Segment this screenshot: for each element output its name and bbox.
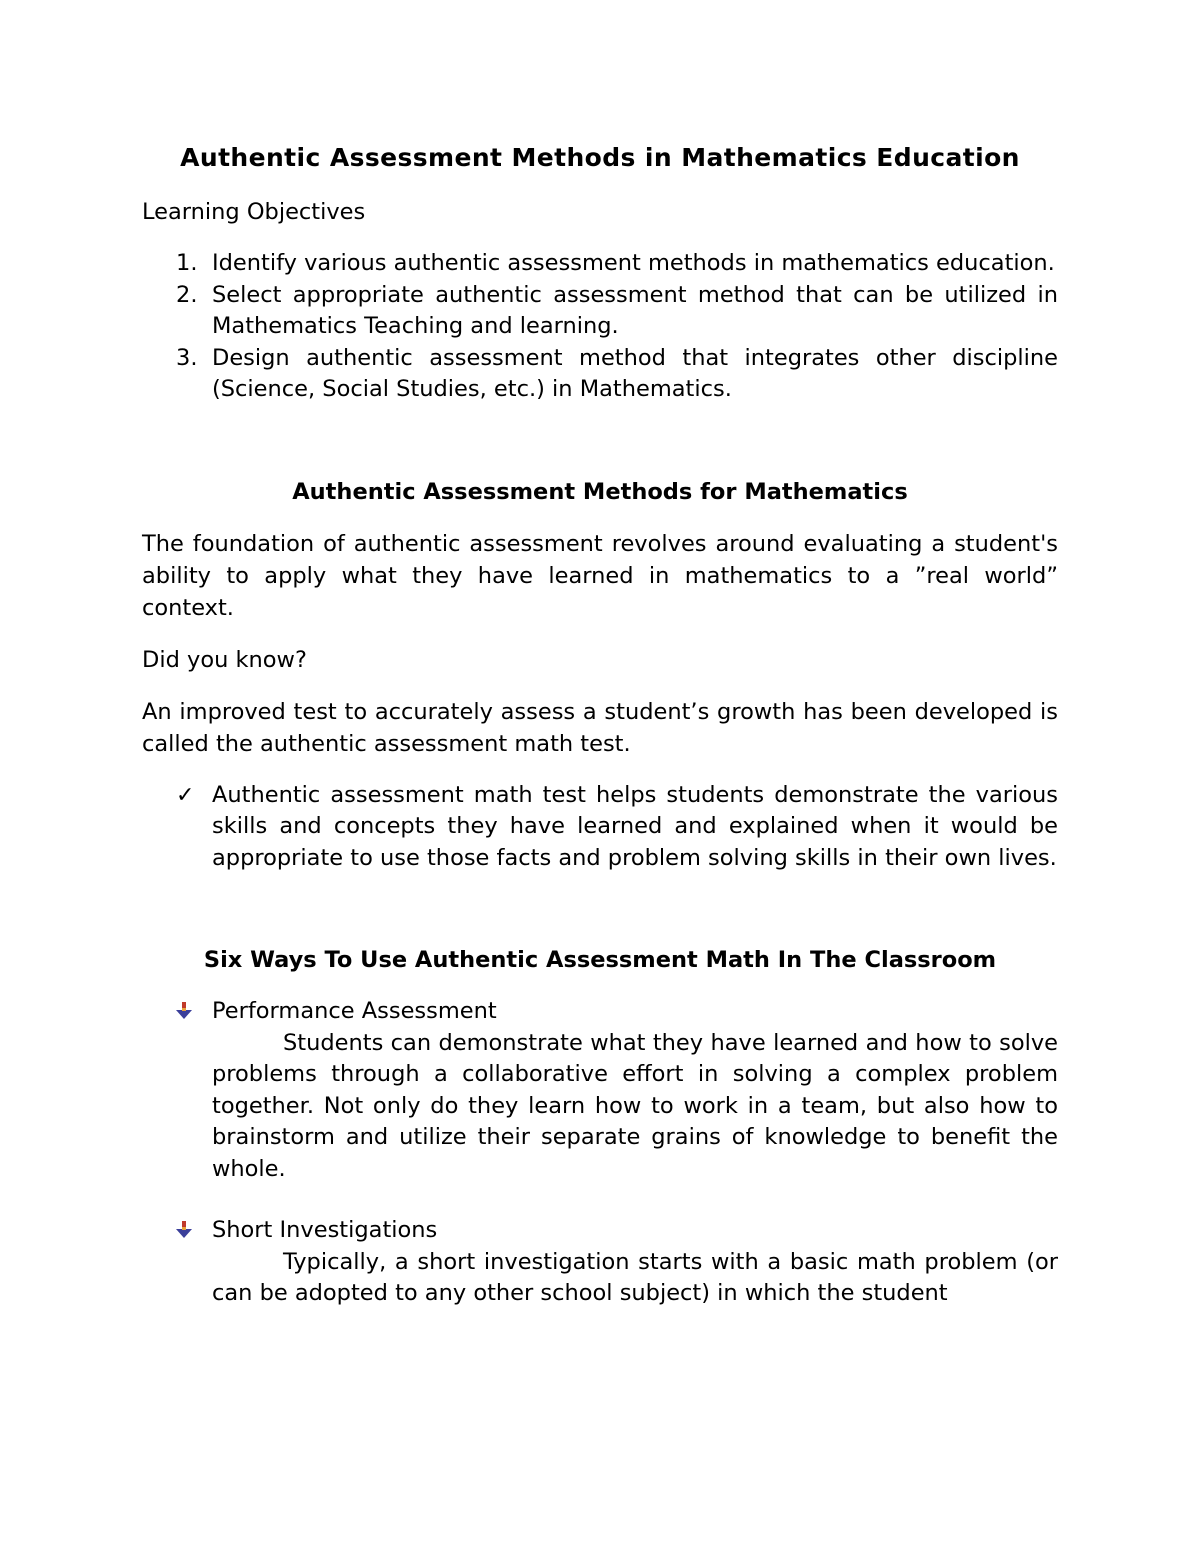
objective-number: 3. [176,344,198,371]
foundation-paragraph: The foundation of authentic assessment revolves around evaluating a student's ability to apply what they have learned in mathematics to a ”real world” context. [142,530,1058,621]
check-item-text: Authentic assessment math test helps students demonstrate the various skills and concepts they have learned and explained when it would be appropriate to use those facts and problem solving skills in their own lives. [212,781,1058,871]
arrow-down-bullet-icon [176,996,200,1028]
objective-text: Identify various authentic assessment methods in mathematics education. [212,250,1055,276]
did-you-know-label: Did you know? [142,646,307,673]
method-title: Performance Assessment [212,998,497,1024]
objective-number: 1. [176,250,198,276]
improved-test-paragraph: An improved test to accurately assess a student’s growth has been developed is called the authentic assessment math test. [142,698,1058,757]
objective-item [142,248,1058,280]
document-title: Authentic Assessment Methods in Mathematics Education [180,143,1020,172]
method-list-item [142,1215,1058,1310]
objective-text: Design authentic assessment method that integrates other discipline (Science, Social Studies, etc.) in Mathematics. [212,344,1058,402]
arrow-down-bullet-icon [176,1215,200,1247]
objectives-list [142,248,1058,406]
section-heading-methods: Authentic Assessment Methods for Mathematics [292,478,908,505]
method-body: Typically, a short investigation starts with a basic math problem (or can be adopted to any other school subject) in which the student [212,1248,1058,1306]
objective-item [142,280,1058,343]
section-heading-six-ways: Six Ways To Use Authentic Assessment Math In The Classroom [203,947,997,973]
objective-item [142,343,1058,406]
document-body [142,140,1058,1310]
method-title: Short Investigations [212,1217,438,1243]
method-body: Students can demonstrate what they have learned and how to solve problems through a collaborative effort in solving a complex problem together. Not only do they learn how to work in a team, but also how to brainstorm and utilize their separate grains of knowledge to benefit the whole. [212,1029,1058,1182]
checkmark-icon: ✓ [176,782,195,808]
objectives-label: Learning Objectives [142,199,366,225]
check-list-item [142,780,1058,875]
objective-number: 2. [176,281,198,308]
objective-text: Select appropriate authentic assessment method that can be utilized in Mathematics Teaching and learning. [212,281,1058,339]
method-list-item [142,996,1058,1185]
